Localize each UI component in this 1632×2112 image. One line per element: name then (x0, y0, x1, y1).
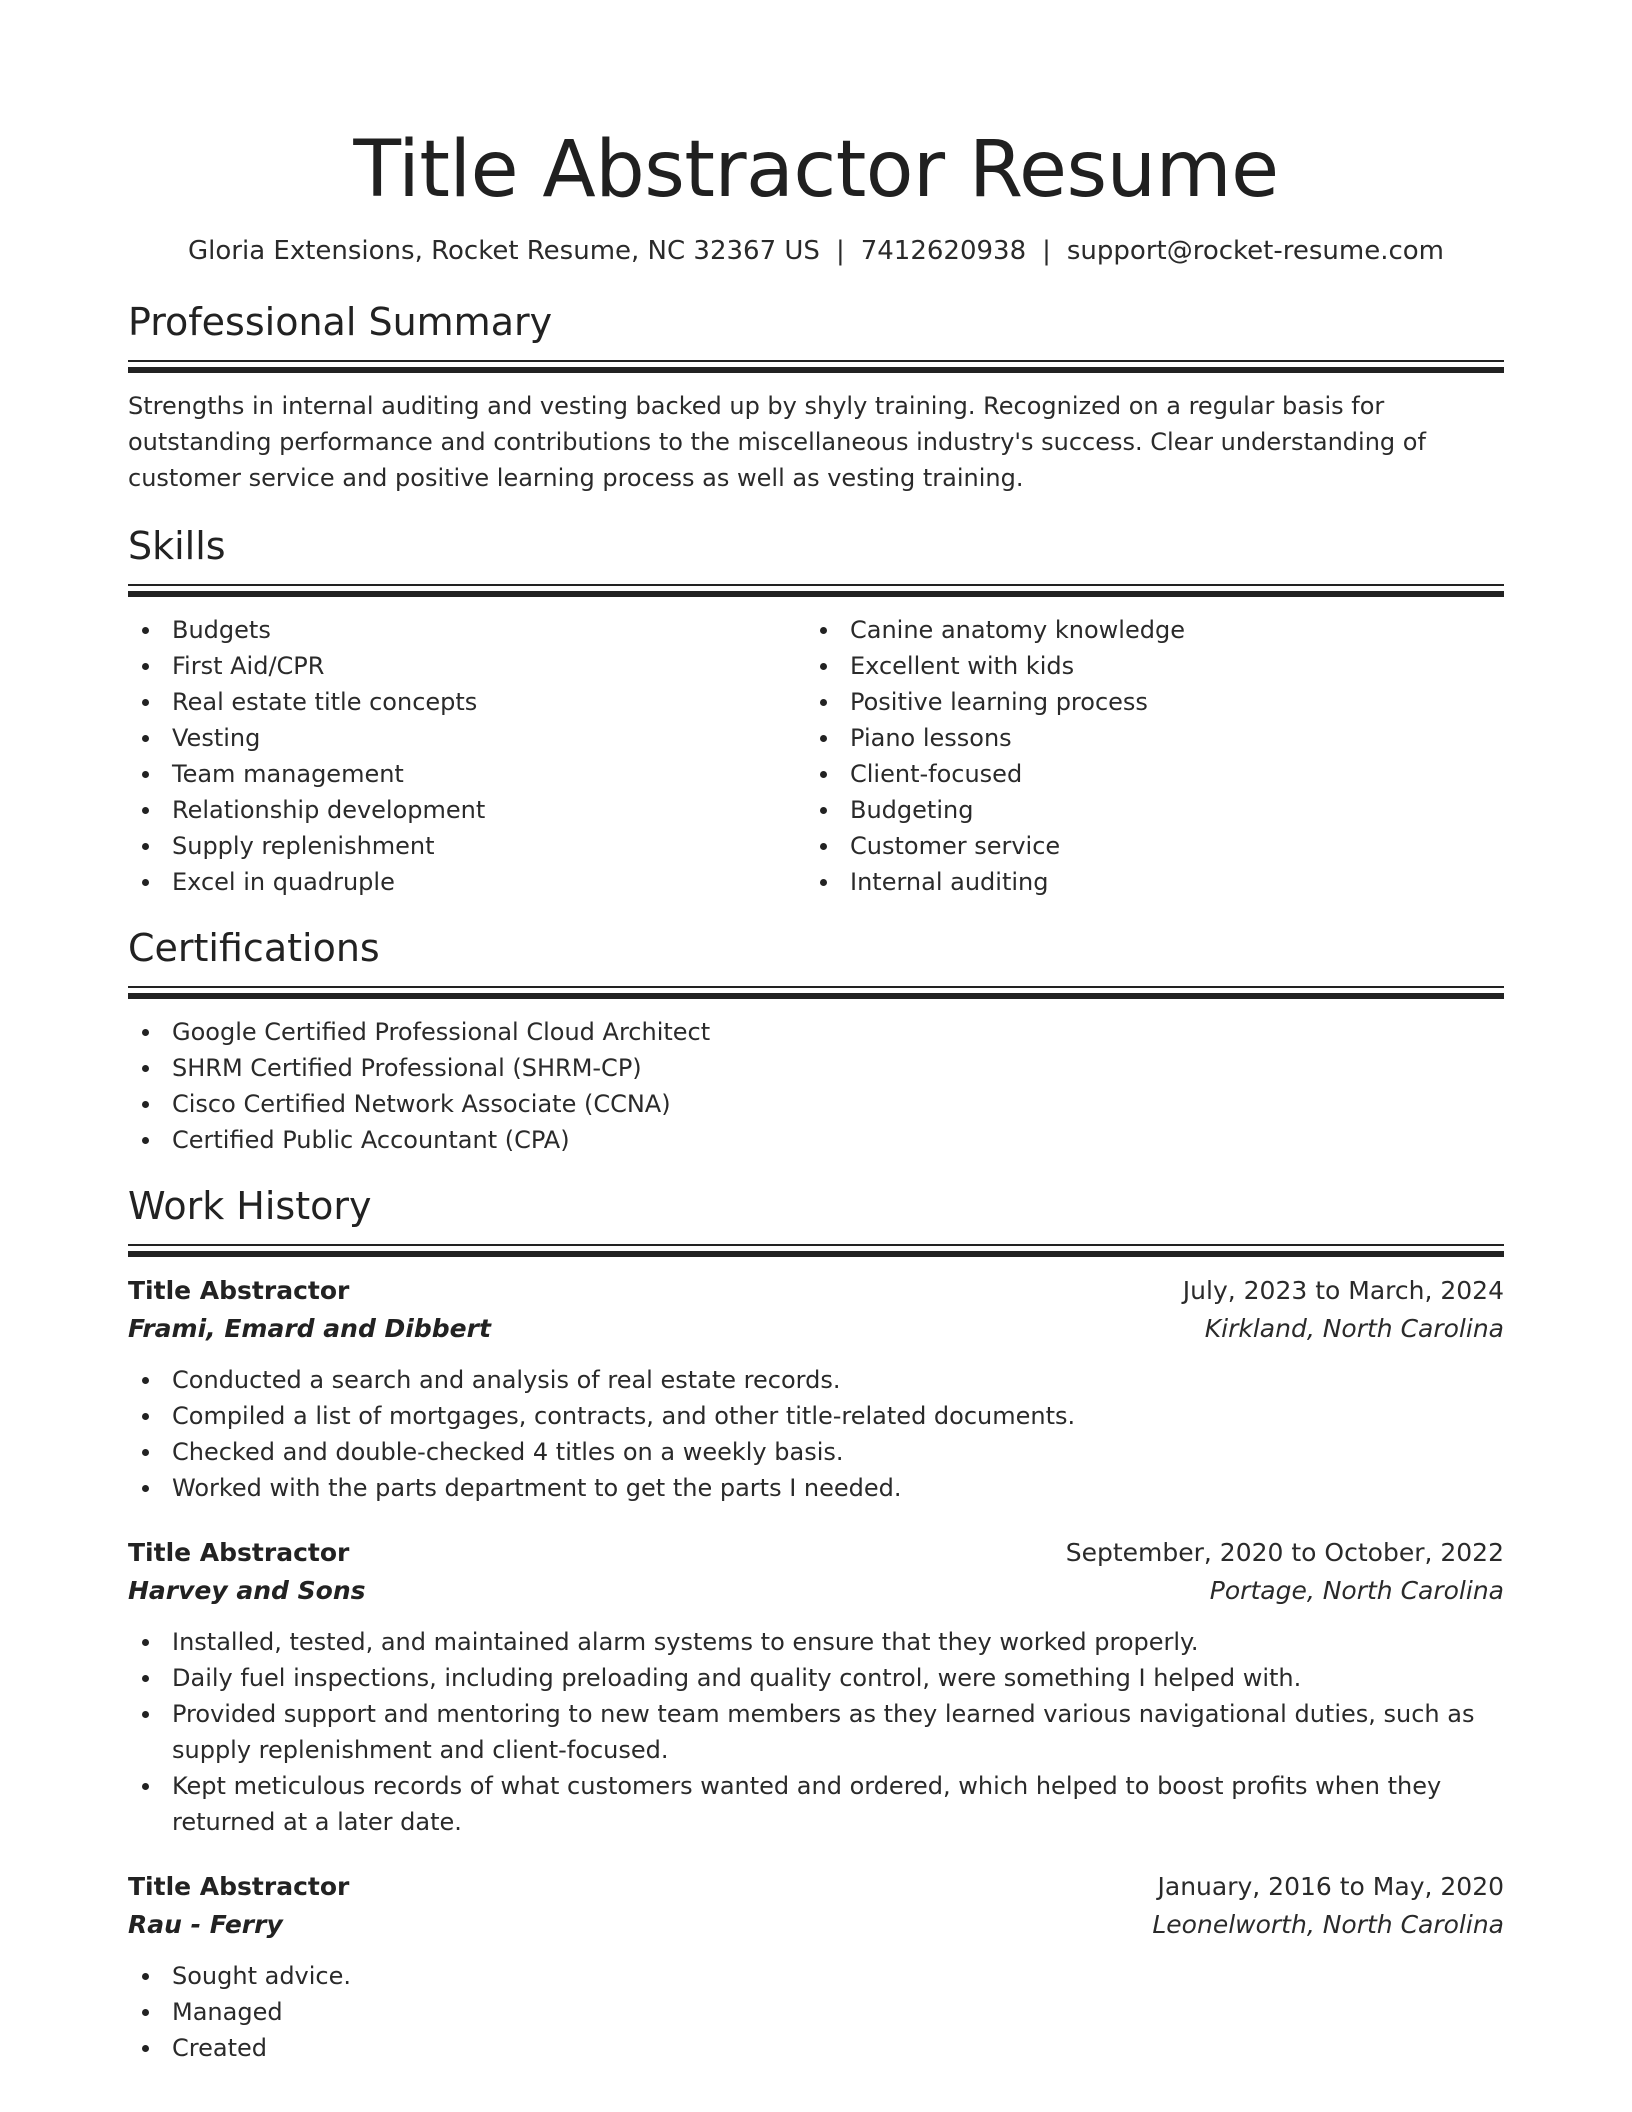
section-divider (128, 584, 1504, 598)
job-duty: Worked with the parts department to get the parts I needed. (128, 1470, 1504, 1506)
skills-section (128, 522, 1504, 900)
skill-item: Team management (128, 756, 806, 792)
job-duty: Created (128, 2030, 1504, 2066)
job-dates: January, 2016 to May, 2020 (1157, 1872, 1504, 1901)
skills-list (128, 612, 1504, 900)
job-dates: July, 2023 to March, 2024 (1182, 1276, 1504, 1305)
skill-item: Customer service (806, 828, 1484, 864)
summary-section (128, 298, 1504, 496)
skill-item: Client-focused (806, 756, 1484, 792)
resume-page (128, 0, 1504, 2066)
summary-heading: Professional Summary (128, 300, 553, 344)
job-duty: Compiled a list of mortgages, contracts, and other title-related documents. (128, 1398, 1504, 1434)
certification-item: Google Certified Professional Cloud Architect (128, 1014, 1504, 1050)
job-company: Harvey and Sons (128, 1576, 366, 1605)
job-duty: Installed, tested, and maintained alarm systems to ensure that they worked properly. (128, 1624, 1504, 1660)
skill-item: Internal auditing (806, 864, 1484, 900)
contact-address: Gloria Extensions, Rocket Resume, NC 32367 US (188, 236, 820, 266)
job-duties (128, 1362, 1504, 1506)
skills-column-left (128, 612, 806, 900)
contact-phone: 7412620938 (860, 236, 1027, 266)
job-duty: Daily fuel inspections, including preloading and quality control, were something I helped with. (128, 1660, 1504, 1696)
certifications-list (128, 1014, 1504, 1158)
certification-item: Certified Public Accountant (CPA) (128, 1122, 1504, 1158)
skill-item: Real estate title concepts (128, 684, 806, 720)
job-location: Kirkland, North Carolina (1204, 1314, 1504, 1343)
skill-item: Piano lessons (806, 720, 1484, 756)
job-duty: Provided support and mentoring to new team members as they learned various navigational duties, such as supply replenishment and client-focused. (128, 1696, 1504, 1768)
job-duty: Managed (128, 1994, 1504, 2030)
section-divider (128, 986, 1504, 1000)
skill-item: Positive learning process (806, 684, 1484, 720)
contact-separator: | (835, 236, 845, 266)
skill-item: Canine anatomy knowledge (806, 612, 1484, 648)
work-history-heading: Work History (128, 1184, 372, 1228)
skill-item: Budgets (128, 612, 806, 648)
job-entry (128, 1534, 1504, 1840)
skill-item: Budgeting (806, 792, 1484, 828)
resume-title: Title Abstractor Resume (353, 125, 1279, 215)
section-divider (128, 360, 1504, 374)
skill-item: Excel in quadruple (128, 864, 806, 900)
job-duties (128, 1958, 1504, 2066)
certification-item: SHRM Certified Professional (SHRM-CP) (128, 1050, 1504, 1086)
job-location: Portage, North Carolina (1209, 1576, 1504, 1605)
job-duties (128, 1624, 1504, 1840)
job-title: Title Abstractor (128, 1872, 350, 1901)
contact-separator: | (1042, 236, 1051, 266)
contact-line (128, 234, 1504, 268)
skill-item: Relationship development (128, 792, 806, 828)
work-history-section (128, 1182, 1504, 2066)
certification-item: Cisco Certified Network Associate (CCNA) (128, 1086, 1504, 1122)
job-duty: Sought advice. (128, 1958, 1504, 1994)
job-entry (128, 1272, 1504, 1506)
job-location: Leonelworth, North Carolina (1152, 1910, 1504, 1939)
job-dates: September, 2020 to October, 2022 (1065, 1538, 1504, 1567)
skills-heading: Skills (128, 524, 226, 568)
job-title: Title Abstractor (128, 1538, 350, 1567)
summary-text: Strengths in internal auditing and vesting backed up by shyly training. Recognized on a regular basis for outstanding performance and contributions to the miscellaneous industry's success. Clear understanding of customer service and positive learning process as well as vesting training. (128, 392, 1426, 492)
skill-item: Vesting (128, 720, 806, 756)
job-title: Title Abstractor (128, 1276, 350, 1305)
job-company: Rau - Ferry (128, 1910, 283, 1939)
contact-email[interactable]: support@rocket-resume.com (1066, 236, 1444, 266)
job-duty: Checked and double-checked 4 titles on a weekly basis. (128, 1434, 1504, 1470)
skill-item: First Aid/CPR (128, 648, 806, 684)
skill-item: Excellent with kids (806, 648, 1484, 684)
skill-item: Supply replenishment (128, 828, 806, 864)
job-company: Frami, Emard and Dibbert (128, 1314, 491, 1343)
certifications-heading: Certifications (128, 926, 380, 970)
certifications-section (128, 924, 1504, 1158)
job-entry (128, 1868, 1504, 2066)
job-duty: Conducted a search and analysis of real estate records. (128, 1362, 1504, 1398)
skills-column-right (806, 612, 1484, 900)
section-divider (128, 1244, 1504, 1258)
job-duty: Kept meticulous records of what customers wanted and ordered, which helped to boost profits when they returned at a later date. (128, 1768, 1504, 1840)
